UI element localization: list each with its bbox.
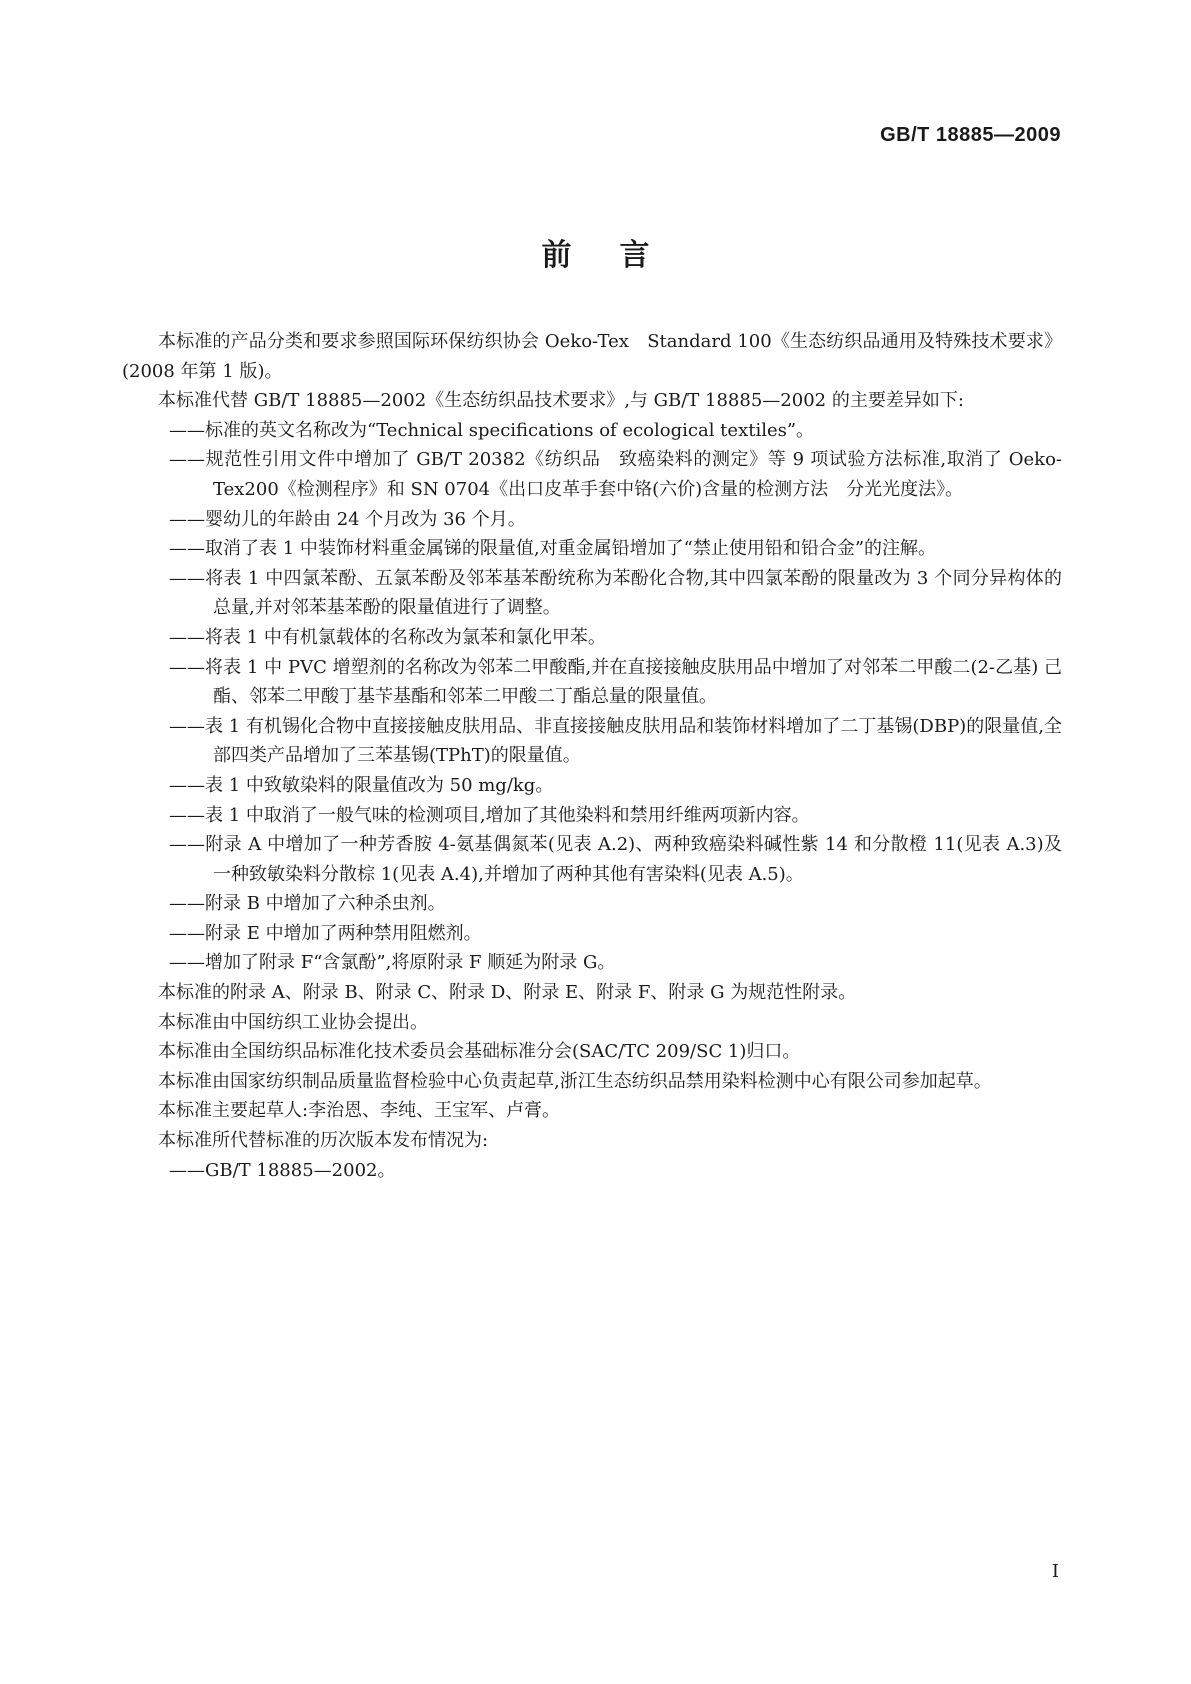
change-list-item: ——附录 A 中增加了一种芳香胺 4-氨基偶氮苯(见表 A.2)、两种致癌染料碱性紫 14 和分散橙 11(见表 A.3)及一种致敏染料分散棕 1(见表 A.4),并增加了两种其他有害染料(见表 A.5)。 xyxy=(169,834,1062,885)
foreword-paragraph: 本标准由全国纺织品标准化技术委员会基础标准分会(SAC/TC 209/SC 1)归口。 xyxy=(158,1041,801,1063)
change-list-item: ——表 1 中取消了一般气味的检测项目,增加了其他染料和禁用纤维两项新内容。 xyxy=(169,804,810,826)
change-list-item: ——附录 E 中增加了两种禁用阻燃剂。 xyxy=(169,922,482,944)
foreword-paragraph: 本标准的产品分类和要求参照国际环保纺织协会 Oeko-Tex Standard 100《生态纺织品通用及特殊技术要求》(2008 年第 1 版)。 xyxy=(122,331,1062,382)
change-list-item: ——将表 1 中 PVC 增塑剂的名称改为邻苯二甲酸酯,并在直接接触皮肤用品中增加了对邻苯二甲酸二(2-乙基) 己酯、邻苯二甲酸丁基苄基酯和邻苯二甲酸二丁酯总量的限量值。 xyxy=(169,656,1062,708)
change-list-item: ——标准的英文名称改为“Technical specifications of ecological textiles”。 xyxy=(169,419,815,441)
change-list-item: ——GB/T 18885—2002。 xyxy=(169,1159,396,1181)
change-list-item: ——附录 B 中增加了六种杀虫剂。 xyxy=(169,893,446,915)
foreword-paragraph: 本标准所代替标准的历次版本发布情况为: xyxy=(158,1130,489,1152)
change-list-item: ——将表 1 中四氯苯酚、五氯苯酚及邻苯基苯酚统称为苯酚化合物,其中四氯苯酚的限量改为 3 个同分异构体的总量,并对邻苯基苯酚的限量值进行了调整。 xyxy=(169,567,1062,619)
change-list-item: ——取消了表 1 中装饰材料重金属锑的限量值,对重金属铅增加了“禁止使用铅和铅合金”的注解。 xyxy=(169,538,937,560)
foreword-paragraph: 本标准由国家纺织制品质量监督检验中心负责起草,浙江生态纺织品禁用染料检测中心有限公司参加起草。 xyxy=(158,1070,992,1092)
foreword-paragraph: 本标准代替 GB/T 18885—2002《生态纺织品技术要求》,与 GB/T 18885—2002 的主要差异如下: xyxy=(158,390,964,412)
change-list-item: ——表 1 有机锡化合物中直接接触皮肤用品、非直接接触皮肤用品和装饰材料增加了二丁基锡(DBP)的限量值,全部四类产品增加了三苯基锡(TPhT)的限量值。 xyxy=(169,715,1062,767)
page-title: 前言 xyxy=(541,238,698,273)
change-list-item: ——婴幼儿的年龄由 24 个月改为 36 个月。 xyxy=(169,508,526,530)
change-list-item: ——将表 1 中有机氯载体的名称改为氯苯和氯化甲苯。 xyxy=(169,626,606,648)
page-number: I xyxy=(1051,1561,1059,1582)
change-list-item: ——表 1 中致敏染料的限量值改为 50 mg/kg。 xyxy=(169,774,554,796)
standard-code: GB/T 18885—2009 xyxy=(880,124,1061,146)
foreword-paragraph: 本标准的附录 A、附录 B、附录 C、附录 D、附录 E、附录 F、附录 G 为规范性附录。 xyxy=(158,982,857,1004)
foreword-body xyxy=(122,327,1062,1185)
foreword-paragraph: 本标准由中国纺织工业协会提出。 xyxy=(158,1011,428,1033)
change-list-item: ——增加了附录 F“含氯酚”,将原附录 F 顺延为附录 G。 xyxy=(169,952,616,974)
change-list-item: ——规范性引用文件中增加了 GB/T 20382《纺织品 致癌染料的测定》等 9 项试验方法标准,取消了 Oeko-Tex200《检测程序》和 SN 0704《出口皮革手套中铬(六价)含量的检测方法 分光光度法》。 xyxy=(169,449,1062,500)
foreword-paragraph: 本标准主要起草人:李治恩、李纯、王宝军、卢膏。 xyxy=(158,1100,561,1122)
